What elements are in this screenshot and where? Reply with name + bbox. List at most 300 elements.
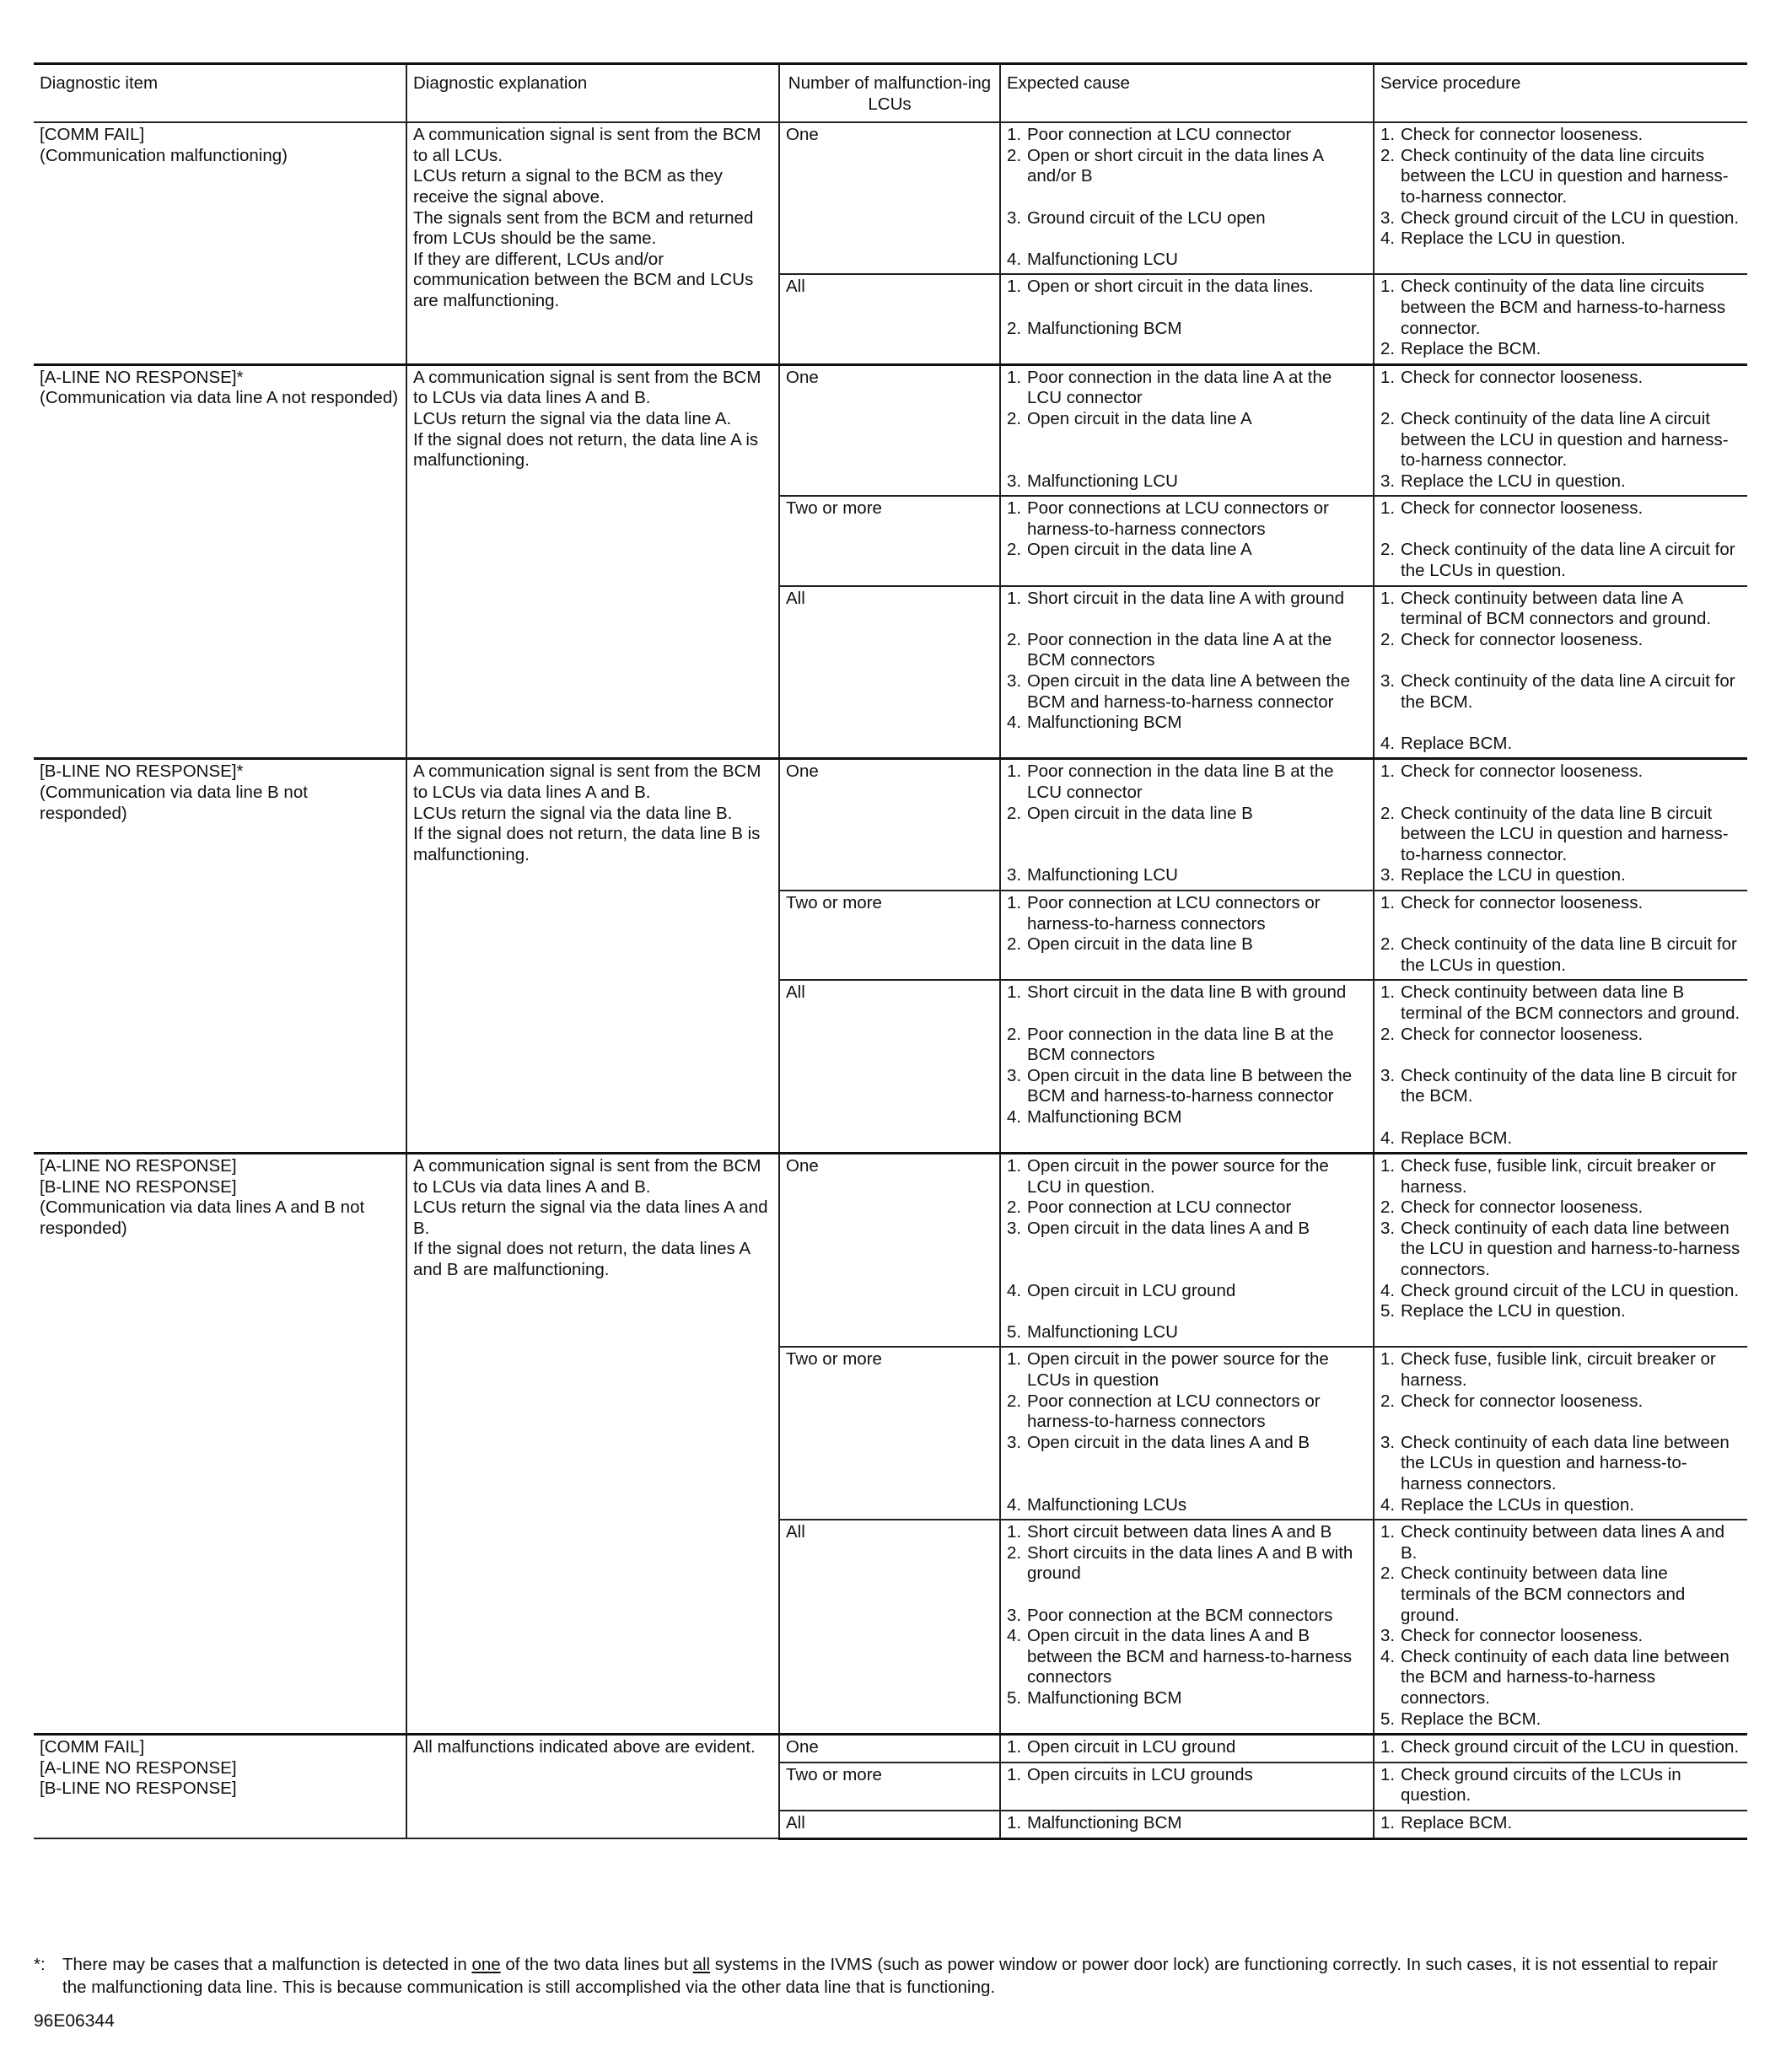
list-text: Poor connection at the BCM connectors: [1027, 1605, 1333, 1625]
list-text: Check for connector looseness.: [1401, 892, 1644, 912]
list-number: 1.: [1007, 762, 1022, 782]
list-text: Open circuit in the data line A between the BCM and harness-to-harness connector: [1027, 671, 1350, 712]
list-number: 4.: [1380, 733, 1396, 753]
expected-cause-entry: [1007, 1813, 1367, 1834]
list-text: Poor connection in the data line A at the LCU connector: [1027, 367, 1332, 408]
list-number: 3.: [1007, 1218, 1022, 1238]
list-text: Open circuit in the data lines A and B between the BCM and harness-to-harness connectors: [1027, 1626, 1353, 1687]
list-text: Check continuity of the data line A circuit between the LCU in question and harness-to-harness connector.: [1401, 408, 1729, 471]
service-procedure-entry: [1380, 125, 1741, 146]
list-number: 1.: [1380, 762, 1396, 782]
expected-cause-entry: [1007, 1197, 1367, 1219]
malfunction-count-cell: All: [779, 1811, 1000, 1838]
expected-cause-entry: [1007, 1107, 1367, 1128]
list-number: 3.: [1380, 671, 1396, 692]
list-text: Check continuity between data lines A and B.: [1401, 1522, 1725, 1563]
list-text: Short circuit in the data line A with ground: [1027, 588, 1345, 608]
expected-cause-list: [1007, 589, 1367, 734]
list-text: Replace the BCM.: [1401, 339, 1541, 359]
list-number: 5.: [1007, 1687, 1022, 1708]
list-number: 4.: [1007, 1626, 1022, 1646]
diagnostic-explanation-cell: [406, 1735, 779, 1838]
list-text: Poor connection at LCU connectors or harness-to-harness connectors: [1027, 892, 1321, 934]
list-text: Poor connection in the data line B at the BCM connectors: [1027, 1024, 1334, 1065]
list-text: Check fuse, fusible link, circuit breaker or harness.: [1401, 1156, 1716, 1197]
list-text: Poor connection in the data line A at the BCM connectors: [1027, 629, 1332, 670]
expected-cause-cell: [1000, 1811, 1374, 1838]
malfunction-count-cell: All: [779, 274, 1000, 364]
service-procedure-list: [1380, 1813, 1741, 1834]
list-number: 2.: [1380, 339, 1396, 359]
list-number: 1.: [1007, 1764, 1022, 1784]
list-text: Open circuit in the data line A: [1027, 408, 1252, 428]
service-procedure-entry: [1380, 671, 1741, 713]
diagnostic-item-line: [COMM FAIL]: [40, 1737, 145, 1757]
list-number: 1.: [1380, 367, 1396, 387]
list-number: 3.: [1380, 1065, 1396, 1085]
expected-cause-entry: [1007, 368, 1367, 409]
expected-cause-entry: [1007, 804, 1367, 825]
malfunction-count-cell: All: [779, 586, 1000, 759]
service-procedure-entry: [1380, 471, 1741, 492]
expected-cause-entry: [1007, 471, 1367, 492]
expected-cause-entry: [1007, 893, 1367, 934]
expected-cause-list: [1007, 1737, 1367, 1758]
list-number: 1.: [1380, 1522, 1396, 1542]
service-procedure-entry: [1380, 229, 1741, 250]
expected-cause-entry: [1007, 982, 1367, 1004]
list-number: 1.: [1007, 892, 1022, 912]
list-text: Replace BCM.: [1401, 1812, 1513, 1833]
list-text: Open circuit in LCU ground: [1027, 1737, 1236, 1757]
list-number: 1.: [1380, 498, 1396, 519]
diagnostic-explanation-line: A communication signal is sent from the BCM to LCUs via data lines A and B.: [413, 762, 761, 802]
footnote-text-part: systems in the IVMS (such as power window or power door lock) are functioning correctly. In such cases, it is not essential to repair the malfunctioning data line. This is because communication is still accomplished via the other data line that is functioning.: [62, 1955, 1718, 1997]
list-number: 1.: [1380, 125, 1396, 145]
list-text: Malfunctioning LCUs: [1027, 1494, 1187, 1515]
list-number: 4.: [1380, 1280, 1396, 1300]
malfunction-count-cell: All: [779, 1520, 1000, 1734]
expected-cause-list: [1007, 982, 1367, 1127]
list-number: 1.: [1380, 1764, 1396, 1784]
service-procedure-entry: [1380, 409, 1741, 471]
list-number: 1.: [1380, 588, 1396, 608]
diagnostic-explanation-cell: [406, 759, 779, 1154]
expected-cause-entry: [1007, 1156, 1367, 1197]
expected-cause-cell: [1000, 496, 1374, 585]
list-text: Short circuit between data lines A and B: [1027, 1522, 1332, 1542]
expected-cause-list: [1007, 1522, 1367, 1709]
list-text: Short circuit in the data line B with ground: [1027, 982, 1347, 1003]
list-text: Check for connector looseness.: [1401, 1391, 1644, 1411]
expected-cause-entry: [1007, 671, 1367, 713]
list-number: 5.: [1380, 1709, 1396, 1729]
expected-cause-entry: [1007, 409, 1367, 430]
list-number: 4.: [1380, 1127, 1396, 1148]
list-text: Check continuity between data line B terminal of the BCM connectors and ground.: [1401, 982, 1740, 1023]
diagnostic-item-line: (Communication via data lines A and B not responded): [40, 1197, 365, 1238]
service-procedure-cell: [1374, 1763, 1747, 1811]
expected-cause-list: [1007, 1813, 1367, 1834]
diagnostic-item-line: (Communication via data line A not responded): [40, 388, 399, 408]
list-text: Check for connector looseness.: [1401, 367, 1644, 387]
service-procedure-entry: [1380, 498, 1741, 519]
list-number: 3.: [1380, 1432, 1396, 1452]
expected-cause-cell: [1000, 1154, 1374, 1348]
service-procedure-entry: [1380, 540, 1741, 581]
list-number: 4.: [1007, 1494, 1022, 1515]
service-procedure-entry: [1380, 1813, 1741, 1834]
list-text: Poor connection at LCU connectors or harness-to-harness connectors: [1027, 1391, 1321, 1432]
service-procedure-cell: [1374, 586, 1747, 759]
list-number: 3.: [1007, 865, 1022, 885]
list-number: 2.: [1007, 1024, 1022, 1044]
list-text: Check for connector looseness.: [1401, 762, 1644, 782]
expected-cause-cell: [1000, 274, 1374, 364]
malfunction-count-cell: One: [779, 364, 1000, 496]
footnote-underline-one: one: [471, 1955, 501, 1974]
expected-cause-entry: [1007, 250, 1367, 271]
list-number: 2.: [1007, 1197, 1022, 1218]
list-number: 1.: [1007, 588, 1022, 608]
expected-cause-cell: [1000, 586, 1374, 759]
expected-cause-entry: [1007, 1522, 1367, 1543]
service-procedure-cell: [1374, 1154, 1747, 1348]
diagnostic-explanation-line: If the signal does not return, the data lines A and B are malfunctioning.: [413, 1239, 750, 1280]
expected-cause-entry: [1007, 1433, 1367, 1454]
list-number: 2.: [1007, 145, 1022, 165]
list-text: Malfunctioning LCU: [1027, 471, 1178, 491]
expected-cause-list: [1007, 125, 1367, 270]
expected-cause-entry: [1007, 277, 1367, 298]
footnote: [34, 1953, 1720, 1999]
list-text: Check continuity of each data line between the BCM and harness-to-harness connectors.: [1401, 1646, 1730, 1708]
list-text: Check continuity of the data line B circuit between the LCU in question and harness-to-harness connector.: [1401, 803, 1729, 864]
service-procedure-entry: [1380, 982, 1741, 1024]
list-text: Open circuit in the data lines A and B: [1027, 1218, 1310, 1238]
list-text: Malfunctioning LCU: [1027, 1321, 1178, 1342]
expected-cause-entry: [1007, 1737, 1367, 1758]
service-procedure-list: [1380, 762, 1741, 886]
table-row: [34, 1735, 1747, 1763]
expected-cause-entry: [1007, 540, 1367, 561]
service-procedure-entry: [1380, 1765, 1741, 1806]
service-procedure-entry: [1380, 277, 1741, 339]
expected-cause-list: [1007, 893, 1367, 955]
diagnostic-explanation-line: A communication signal is sent from the BCM to all LCUs.: [413, 125, 761, 165]
expected-cause-cell: [1000, 122, 1374, 274]
diagnostic-explanation-line: A communication signal is sent from the BCM to LCUs via data lines A and B.: [413, 367, 761, 408]
list-text: Replace the LCUs in question.: [1401, 1494, 1634, 1515]
list-text: Check continuity between data line A terminal of BCM connectors and ground.: [1401, 588, 1712, 629]
service-procedure-list: [1380, 982, 1741, 1149]
list-number: 1.: [1007, 982, 1022, 1003]
list-number: 3.: [1007, 471, 1022, 491]
footnote-underline-all: all: [692, 1955, 711, 1974]
expected-cause-entry: [1007, 1281, 1367, 1302]
expected-cause-list: [1007, 1156, 1367, 1343]
list-text: Check ground circuit of the LCU in question.: [1401, 1737, 1740, 1757]
expected-cause-entry: [1007, 1543, 1367, 1585]
list-number: 3.: [1007, 207, 1022, 228]
table-row: [34, 759, 1747, 891]
list-number: 1.: [1007, 125, 1022, 145]
list-number: 4.: [1380, 1646, 1396, 1666]
list-text: Open or short circuit in the data lines A and/or B: [1027, 145, 1323, 186]
expected-cause-entry: [1007, 1322, 1367, 1343]
service-procedure-cell: [1374, 496, 1747, 585]
service-procedure-entry: [1380, 1349, 1741, 1391]
service-procedure-entry: [1380, 589, 1741, 630]
service-procedure-list: [1380, 498, 1741, 581]
expected-cause-entry: [1007, 1025, 1367, 1066]
expected-cause-list: [1007, 1765, 1367, 1786]
service-procedure-entry: [1380, 1025, 1741, 1046]
list-text: Check fuse, fusible link, circuit breaker or harness.: [1401, 1349, 1716, 1391]
diagnostic-explanation-line: LCUs return a signal to the BCM as they receive the signal above.: [413, 166, 723, 207]
list-text: Short circuits in the data lines A and B with ground: [1027, 1542, 1353, 1584]
document-id: 96E06344: [34, 2011, 115, 2031]
list-text: Check for connector looseness.: [1401, 1626, 1644, 1646]
list-number: 1.: [1007, 1156, 1022, 1176]
list-text: Replace the LCU in question.: [1401, 229, 1626, 249]
diagnostic-item-line: [A-LINE NO RESPONSE]*: [40, 367, 244, 387]
list-number: 1.: [1380, 1156, 1396, 1176]
list-number: 2.: [1380, 1197, 1396, 1218]
diagnostic-explanation-line: If the signal does not return, the data line A is malfunctioning.: [413, 429, 759, 471]
list-text: Check continuity of the data line B circuit for the BCM.: [1401, 1065, 1737, 1106]
service-procedure-list: [1380, 125, 1741, 250]
list-number: 1.: [1380, 277, 1396, 297]
list-text: Check for connector looseness.: [1401, 1024, 1644, 1044]
expected-cause-entry: [1007, 1606, 1367, 1627]
expected-cause-entry: [1007, 1626, 1367, 1688]
diagnostic-explanation-line: LCUs return the signal via the data line A.: [413, 408, 732, 428]
expected-cause-entry: [1007, 1688, 1367, 1709]
diagnostic-item-line: [COMM FAIL]: [40, 125, 145, 145]
list-text: Check for connector looseness.: [1401, 498, 1644, 519]
list-text: Check continuity of the data line B circuit for the LCUs in question.: [1401, 934, 1737, 975]
list-number: 2.: [1007, 934, 1022, 955]
list-number: 2.: [1380, 629, 1396, 649]
footnote-text: [34, 1953, 1720, 1999]
service-procedure-cell: [1374, 891, 1747, 980]
list-text: Poor connection in the data line B at the LCU connector: [1027, 762, 1334, 802]
list-number: 2.: [1380, 1024, 1396, 1044]
expected-cause-entry: [1007, 498, 1367, 540]
footnote-text-part: of the two data lines but: [500, 1955, 693, 1974]
expected-cause-entry: [1007, 1765, 1367, 1786]
list-text: Check continuity of each data line between the LCUs in question and harness-to-harness connectors.: [1401, 1432, 1730, 1493]
list-text: Malfunctioning BCM: [1027, 1106, 1182, 1127]
malfunction-count-cell: Two or more: [779, 891, 1000, 980]
expected-cause-cell: [1000, 1763, 1374, 1811]
list-text: Open circuit in the power source for the LCUs in question: [1027, 1349, 1329, 1391]
list-text: Replace the LCU in question.: [1401, 471, 1626, 491]
diagnostic-item-line: [A-LINE NO RESPONSE]: [40, 1757, 237, 1778]
list-text: Open circuits in LCU grounds: [1027, 1764, 1253, 1784]
list-text: Check continuity between data line terminals of the BCM connectors and ground.: [1401, 1563, 1686, 1625]
expected-cause-cell: [1000, 1735, 1374, 1763]
expected-cause-entry: [1007, 589, 1367, 610]
list-number: 1.: [1007, 1812, 1022, 1833]
diagnostic-explanation-line: A communication signal is sent from the BCM to LCUs via data lines A and B.: [413, 1156, 761, 1197]
expected-cause-list: [1007, 368, 1367, 492]
list-number: 2.: [1380, 408, 1396, 428]
list-text: Malfunctioning BCM: [1027, 1687, 1182, 1708]
service-procedure-entry: [1380, 1563, 1741, 1626]
service-procedure-entry: [1380, 1522, 1741, 1563]
expected-cause-cell: [1000, 1520, 1374, 1734]
service-procedure-entry: [1380, 1626, 1741, 1647]
service-procedure-cell: [1374, 122, 1747, 274]
list-text: Open circuit in the power source for the LCU in question.: [1027, 1156, 1329, 1197]
service-procedure-entry: [1380, 1219, 1741, 1281]
list-number: 3.: [1380, 1626, 1396, 1646]
list-text: Malfunctioning BCM: [1027, 318, 1182, 338]
list-number: 3.: [1380, 471, 1396, 491]
list-number: 1.: [1007, 1522, 1022, 1542]
list-number: 5.: [1007, 1321, 1022, 1342]
list-text: Replace BCM.: [1401, 733, 1513, 753]
expected-cause-cell: [1000, 891, 1374, 980]
service-procedure-entry: [1380, 1197, 1741, 1219]
expected-cause-entry: [1007, 1066, 1367, 1107]
expected-cause-cell: [1000, 364, 1374, 496]
service-procedure-list: [1380, 1522, 1741, 1730]
list-text: Poor connection at LCU connector: [1027, 1197, 1292, 1218]
service-procedure-entry: [1380, 762, 1741, 783]
table-row: [34, 1154, 1747, 1348]
expected-cause-entry: [1007, 865, 1367, 886]
list-number: 1.: [1007, 367, 1022, 387]
service-procedure-cell: [1374, 1735, 1747, 1763]
list-number: 1.: [1007, 498, 1022, 519]
header-row: [34, 64, 1747, 123]
service-procedure-entry: [1380, 1709, 1741, 1730]
list-number: 3.: [1007, 1065, 1022, 1085]
list-text: Check ground circuit of the LCU in question.: [1401, 207, 1740, 228]
service-procedure-cell: [1374, 364, 1747, 496]
diagnostic-item-cell: [34, 1154, 406, 1735]
service-procedure-cell: [1374, 1347, 1747, 1520]
service-procedure-entry: [1380, 1433, 1741, 1495]
list-text: Open circuit in the data line B between the BCM and harness-to-harness connector: [1027, 1065, 1353, 1106]
service-procedure-cell: [1374, 1520, 1747, 1734]
list-text: Check continuity of the data line A circuit for the BCM.: [1401, 671, 1735, 712]
list-text: Replace the LCU in question.: [1401, 865, 1626, 885]
diagnostic-explanation-line: All malfunctions indicated above are evident.: [413, 1737, 756, 1757]
malfunction-count-cell: One: [779, 1154, 1000, 1348]
expected-cause-entry: [1007, 630, 1367, 671]
list-number: 2.: [1380, 1391, 1396, 1411]
list-number: 2.: [1007, 540, 1022, 560]
footnote-text-part: There may be cases that a malfunction is detected in: [62, 1955, 472, 1974]
list-number: 1.: [1007, 277, 1022, 297]
service-procedure-cell: [1374, 980, 1747, 1153]
service-procedure-list: [1380, 1737, 1741, 1758]
list-number: 2.: [1007, 318, 1022, 338]
list-number: 2.: [1380, 934, 1396, 955]
list-text: Open or short circuit in the data lines.: [1027, 277, 1314, 297]
service-procedure-entry: [1380, 934, 1741, 976]
expected-cause-cell: [1000, 980, 1374, 1153]
header-number-of-lcus: Number of malfunction-ing LCUs: [779, 64, 1000, 123]
header-service-procedure: Service procedure: [1374, 64, 1747, 123]
malfunction-count-cell: One: [779, 759, 1000, 891]
expected-cause-entry: [1007, 208, 1367, 229]
service-procedure-list: [1380, 368, 1741, 492]
diagnostic-explanation-cell: [406, 1154, 779, 1735]
service-procedure-entry: [1380, 1156, 1741, 1197]
service-procedure-entry: [1380, 146, 1741, 208]
list-text: Open circuit in the data lines A and B: [1027, 1432, 1310, 1452]
diagnostic-explanation-cell: [406, 364, 779, 759]
expected-cause-entry: [1007, 934, 1367, 955]
malfunction-count-cell: Two or more: [779, 1763, 1000, 1811]
list-text: Malfunctioning BCM: [1027, 713, 1182, 733]
list-text: Check for connector looseness.: [1401, 629, 1644, 649]
list-number: 3.: [1380, 207, 1396, 228]
list-text: Open circuit in LCU ground: [1027, 1280, 1236, 1300]
list-text: Check continuity of the data line circuits between the BCM and harness-to-harness connector.: [1401, 277, 1726, 338]
list-text: Malfunctioning LCU: [1027, 249, 1178, 269]
service-procedure-entry: [1380, 1301, 1741, 1322]
diagnostic-explanation-line: LCUs return the signal via the data line B.: [413, 803, 733, 823]
service-procedure-entry: [1380, 1281, 1741, 1302]
malfunction-count-cell: One: [779, 1735, 1000, 1763]
diagnostic-explanation-line: LCUs return the signal via the data lines A and B.: [413, 1197, 768, 1238]
expected-cause-entry: [1007, 319, 1367, 340]
diagnostic-item-cell: [34, 759, 406, 1154]
service-procedure-entry: [1380, 339, 1741, 360]
service-procedure-cell: [1374, 759, 1747, 891]
service-procedure-list: [1380, 1349, 1741, 1515]
diagnostic-explanation-line: If they are different, LCUs and/or communication between the BCM and LCUs are malfunctioning.: [413, 249, 754, 310]
list-number: 4.: [1007, 1280, 1022, 1300]
expected-cause-list: [1007, 277, 1367, 339]
service-procedure-entry: [1380, 893, 1741, 914]
diagnostic-table: [34, 62, 1747, 1840]
expected-cause-cell: [1000, 1347, 1374, 1520]
expected-cause-list: [1007, 1349, 1367, 1515]
list-number: 1.: [1380, 1737, 1396, 1757]
service-procedure-entry: [1380, 1647, 1741, 1709]
list-number: 2.: [1007, 629, 1022, 649]
list-text: Open circuit in the data line B: [1027, 934, 1253, 955]
service-procedure-list: [1380, 893, 1741, 976]
diagnostic-item-line: [B-LINE NO RESPONSE]: [40, 1176, 237, 1197]
list-number: 4.: [1380, 1494, 1396, 1515]
expected-cause-entry: [1007, 1391, 1367, 1433]
list-number: 1.: [1380, 1812, 1396, 1833]
list-text: Ground circuit of the LCU open: [1027, 207, 1266, 228]
expected-cause-entry: [1007, 1495, 1367, 1516]
list-number: 2.: [1380, 803, 1396, 823]
malfunction-count-cell: One: [779, 122, 1000, 274]
diagnostic-document: [34, 62, 1747, 1840]
diagnostic-explanation-line: If the signal does not return, the data line B is malfunctioning.: [413, 824, 761, 864]
diagnostic-item-line: (Communication via data line B not responded): [40, 783, 308, 823]
diagnostic-item-cell: [34, 122, 406, 364]
expected-cause-entry: [1007, 125, 1367, 146]
expected-cause-entry: [1007, 1219, 1367, 1240]
service-procedure-entry: [1380, 630, 1741, 651]
service-procedure-cell: [1374, 1811, 1747, 1838]
list-text: Check for connector looseness.: [1401, 125, 1644, 145]
list-number: 1.: [1380, 1349, 1396, 1370]
list-number: 2.: [1007, 803, 1022, 823]
